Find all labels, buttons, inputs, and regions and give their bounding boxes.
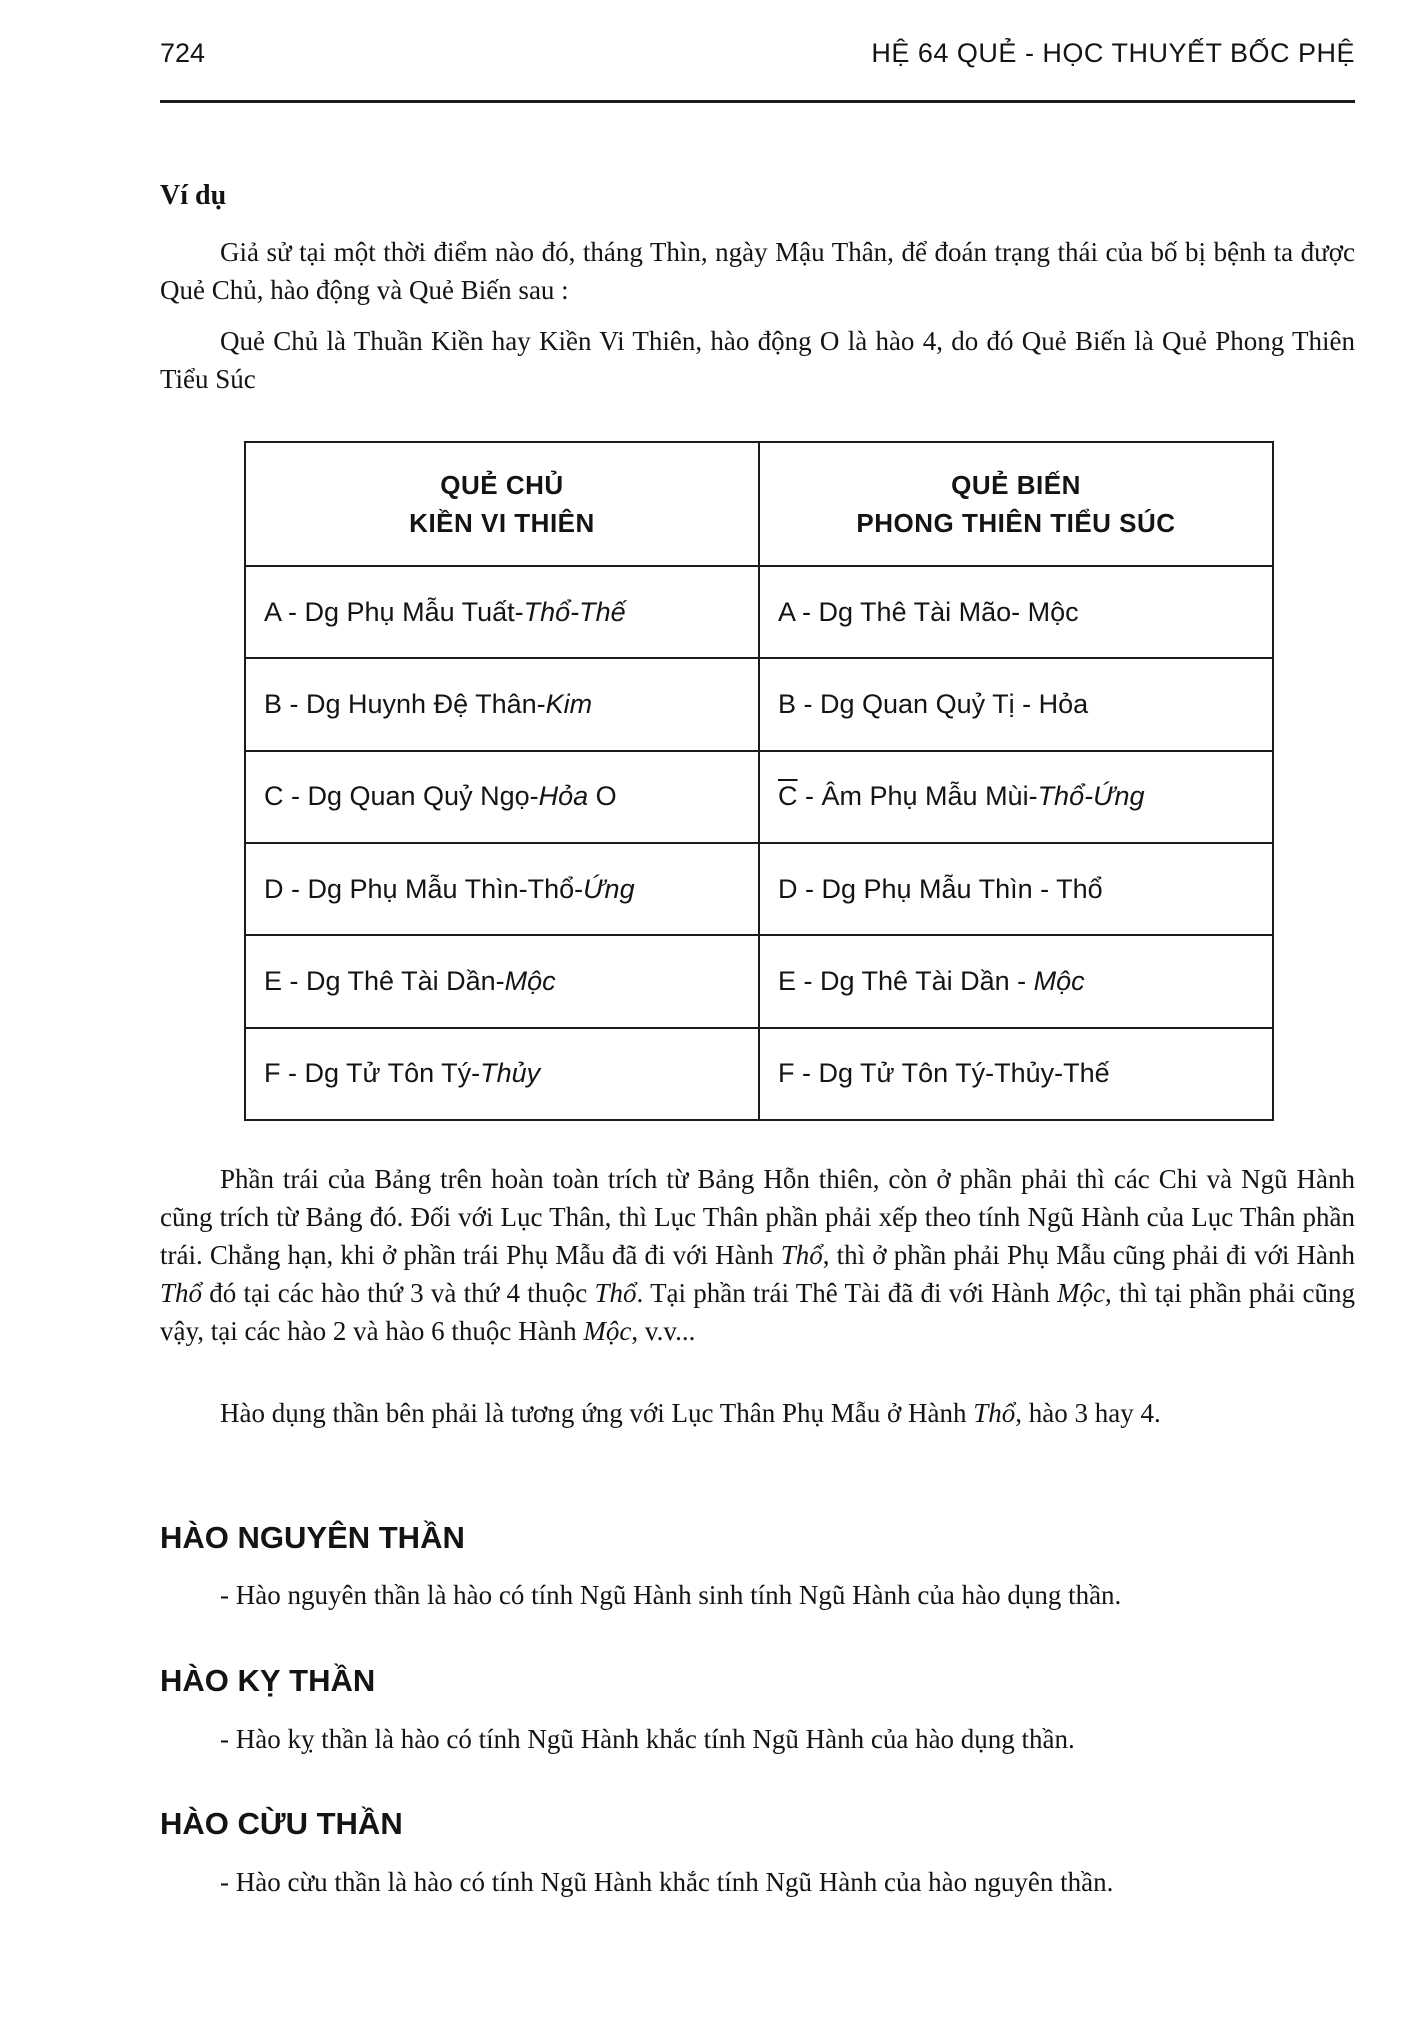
- right-cell: [759, 751, 1273, 843]
- hexagram-table: [244, 441, 1274, 1121]
- section-heading-ky-than: HÀO KỴ THẦN: [160, 1663, 376, 1698]
- right-cell: [759, 935, 1273, 1027]
- cell-italic: Mộc: [1033, 965, 1085, 996]
- left-header-line-2: KIỀN VI THIÊN: [409, 508, 595, 538]
- section-heading-cuu-than: HÀO CỪU THẦN: [160, 1806, 403, 1841]
- text-run: Phần trái của Bảng trên hoàn toàn trích từ Bảng Hỗn thiên, còn ở phần phải thì các Chi và Ngũ Hành cũng trích từ Bảng đó. Đối với Lục Thân, thì Lục Thân phần phải xếp theo tính Ngũ Hành của Lục Thân phần trái. Chẳng hạn, khi ở phần trái Phụ Mẫu đã đi với Hành: [160, 1164, 1355, 1270]
- cell-text: B - Dg Huynh Đệ Thân-: [264, 688, 546, 719]
- element-term: Thổ: [160, 1278, 203, 1308]
- element-term: Thổ: [973, 1398, 1016, 1428]
- right-header-line-2: PHONG THIÊN TIỂU SÚC: [856, 508, 1176, 538]
- left-cell: [245, 658, 759, 750]
- table-row: [245, 751, 1273, 843]
- element-term: Mộc: [1057, 1278, 1106, 1308]
- table-row: [245, 843, 1273, 935]
- left-cell: [245, 566, 759, 658]
- cell-italic: Thủy: [480, 1058, 541, 1089]
- cell-text: - Dg Quan Quỷ Tị - Hỏa: [796, 688, 1089, 719]
- table-row: [245, 1028, 1273, 1120]
- text-run: . Tại phần trái Thê Tài đã đi với Hành: [636, 1278, 1058, 1308]
- text-run: đó tại các hào thứ 3 và thứ 4 thuộc: [202, 1278, 595, 1308]
- right-header-line-1: QUẺ BIẾN: [951, 470, 1081, 500]
- left-cell: [245, 751, 759, 843]
- cell-text: - Âm Phụ Mẫu Mùi-: [797, 781, 1038, 812]
- left-cell: [245, 935, 759, 1027]
- dung-than-paragraph: [160, 1394, 1355, 1432]
- page-number: 724: [160, 38, 206, 68]
- text-run: Hào dụng thần bên phải là tương ứng với Lục Thân Phụ Mẫu ở Hành: [220, 1398, 974, 1428]
- left-column-header: [245, 442, 759, 566]
- left-cell: [245, 843, 759, 935]
- table-row: [245, 566, 1273, 658]
- example-paragraph-1: Giả sử tại một thời điểm nào đó, tháng Thìn, ngày Mậu Thân, để đoán trạng thái của bố bị bệnh ta được Quẻ Chủ, hào động và Quẻ Biến sau :: [160, 237, 1355, 305]
- cell-text: F - Dg Tử Tôn Tý-: [264, 1058, 481, 1089]
- section-text-nguyen-than: - Hào nguyên thần là hào có tính Ngũ Hành sinh tính Ngũ Hành của hào dụng thần.: [220, 1580, 1122, 1610]
- left-cell: [245, 1028, 759, 1120]
- right-column-header: [759, 442, 1273, 566]
- text-run: , thì tại phần phải cũng vậy, tại các hào 2 và hào 6 thuộc Hành: [160, 1278, 1355, 1346]
- changed-line-letter: $\overline{C}$: [778, 781, 798, 812]
- text-run: , hào 3 hay 4.: [1015, 1398, 1161, 1428]
- line-letter: E: [778, 965, 797, 996]
- line-letter: D: [778, 873, 798, 904]
- cell-italic: Kim: [545, 688, 593, 719]
- cell-text: - Dg Thê Tài Mão- Mộc: [794, 596, 1079, 627]
- page-header: [160, 38, 1355, 78]
- right-cell: [759, 658, 1273, 750]
- line-letter: B: [778, 688, 797, 719]
- table-row: [245, 935, 1273, 1027]
- element-term: Thổ: [594, 1278, 637, 1308]
- text-run: , thì ở phần phải Phụ Mẫu cũng phải đi với Hành: [822, 1240, 1356, 1270]
- table-header-row: [245, 442, 1273, 566]
- cell-tail: O: [588, 781, 617, 812]
- explanation-paragraph: [160, 1160, 1355, 1350]
- cell-text: D - Dg Phụ Mẫu Thìn-Thổ-: [264, 873, 584, 904]
- cell-italic: Hỏa: [538, 781, 589, 812]
- cell-italic: Ứng: [583, 873, 635, 904]
- cell-text: - Dg Phụ Mẫu Thìn - Thổ: [797, 873, 1103, 904]
- section-text-ky-than: - Hào kỵ thần là hào có tính Ngũ Hành khắc tính Ngũ Hành của hào dụng thần.: [220, 1724, 1075, 1754]
- left-header-line-1: QUẺ CHỦ: [440, 470, 564, 500]
- line-letter: A: [778, 596, 795, 627]
- running-title: HỆ 64 QUẺ - HỌC THUYẾT BỐC PHỆ: [871, 38, 1355, 68]
- right-cell: [759, 843, 1273, 935]
- text-run: , v.v...: [631, 1316, 696, 1346]
- element-term: Thổ: [780, 1240, 823, 1270]
- right-cell: [759, 566, 1273, 658]
- cell-italic: Thổ-Thế: [523, 596, 626, 627]
- cell-text: C - Dg Quan Quỷ Ngọ-: [264, 781, 539, 812]
- line-letter: F: [778, 1058, 795, 1089]
- element-term: Mộc: [583, 1316, 632, 1346]
- cell-italic: Thổ-Ứng: [1037, 781, 1145, 812]
- cell-text: - Dg Tử Tôn Tý-Thủy-Thế: [794, 1058, 1110, 1089]
- example-paragraph-2: Quẻ Chủ là Thuần Kiền hay Kiền Vi Thiên, hào động O là hào 4, do đó Quẻ Biến là Quẻ Phong Thiên Tiểu Súc: [160, 326, 1355, 394]
- example-heading: Ví dụ: [160, 180, 227, 211]
- cell-italic: Mộc: [504, 965, 556, 996]
- section-heading-nguyen-than: HÀO NGUYÊN THẦN: [160, 1520, 465, 1555]
- right-cell: [759, 1028, 1273, 1120]
- cell-text: - Dg Thê Tài Dần -: [796, 965, 1034, 996]
- section-text-cuu-than: - Hào cừu thần là hào có tính Ngũ Hành khắc tính Ngũ Hành của hào nguyên thần.: [220, 1867, 1114, 1897]
- header-rule: [160, 100, 1355, 103]
- table-row: [245, 658, 1273, 750]
- cell-text: E - Dg Thê Tài Dần-: [264, 965, 505, 996]
- cell-text: A - Dg Phụ Mẫu Tuất-: [264, 596, 524, 627]
